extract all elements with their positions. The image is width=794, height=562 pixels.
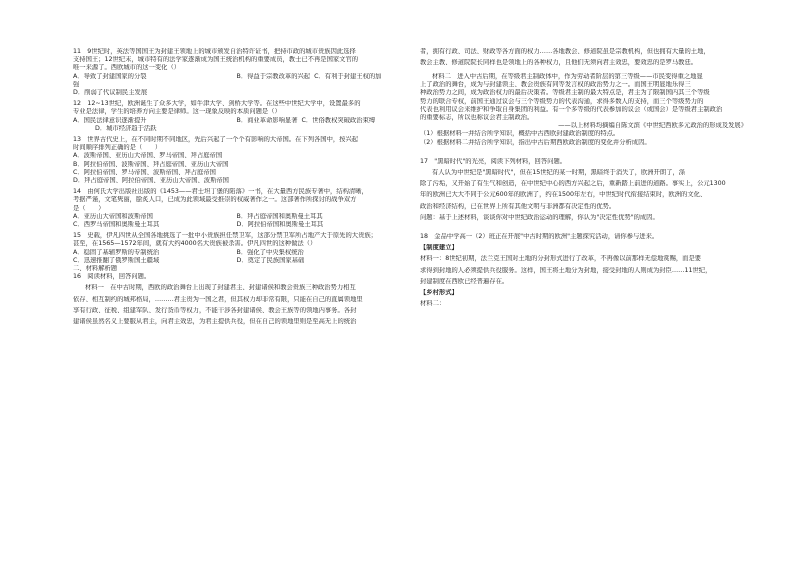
q12-stem: 专业是法律，学生的培养方向主要是律师。这一现象反映的本质问题是（） <box>73 108 281 116</box>
q16-stem: 16 阅读材料，回答问题。 <box>73 273 151 281</box>
q16-material-2: 材料二 进入中古后期，在等级君主制政体中，作为劳动者阶层的第三等级——市民变得重之地显 <box>432 72 703 80</box>
q16-material-1-cont: 教会主教、修道院院长同样也是领地上的各种权力，且他们无须向君主效忠，要效忠的是罗马教廷。 <box>420 59 698 67</box>
q16-material-2: 上了政治的舞台，成为与封建领主、教会贵族有同等发言权的政治势力之一。而国王明显地乐得三 <box>420 81 691 89</box>
q17-material: 年的欧洲已大大不同于公元600年的欧洲了，约在1500年左右，中世纪时代衔接结束时，欧洲的文化、 <box>420 191 707 199</box>
q16-material-2: 代表也利用议会来维护和争取自身集团的利益。有一个多等级的代表参加的议会（或国会）是等级君主制政治 <box>420 105 723 113</box>
q16-material-2: 的重要标志，所以也称议会君主制政治。 <box>420 113 534 121</box>
q14-option-d: D．阿拉伯帝国和奥斯曼土耳其 <box>236 221 324 229</box>
q17-question: 问题：基于上述材料，谈谈你对中世纪政治运动的理解，你认为"决定性优势"的成因。 <box>420 213 659 221</box>
q13-option-c: C．阿拉伯帝国、罗马帝国、波斯帝国、拜占庭帝国 <box>73 168 216 176</box>
q15-option-b: B．强化了中央集权统治 <box>236 248 304 256</box>
q11-option-bc <box>237 73 401 81</box>
q13-stem: 时间顺序排列正确的是（ ） <box>73 144 162 152</box>
q18-material-2: 材料二： <box>420 300 446 308</box>
q11-option-a: A．导致了封建国家的分裂 <box>73 72 147 80</box>
q18-material-1: 求得到封地的人必须提供兵役服务。这样，国王将土地分为封地，接受封地的人则成为封臣……11世纪， <box>420 266 712 274</box>
q12-option-a: A．国民法律意识逐渐提升 <box>73 116 147 124</box>
q15-stem: 15 史载，伊凡四世从全国各地挑选了一批中小贵族担任禁卫军，这部分禁卫军所占地产大于原先的大贵族； <box>73 232 377 240</box>
section-heading: 二、材料解析题 <box>73 265 118 273</box>
q15-option-d: D．奠定了民族国家基础 <box>236 256 305 264</box>
q11-stem: 支持国王；12世纪末，城市特有的法学家逐渐成为国王统治机构的重要成员，教士已不再是国家文官的 <box>73 56 359 64</box>
q12-option-d: D．城市经济趋于活跃 <box>95 124 157 132</box>
q16-material-1: 依存、相互制约的城邦格局，………君主贵为一国之君，但其权力却非常有限，只能在自己的直属领地里 <box>73 295 363 303</box>
q18-material-1: 材料一：8世纪初期，法兰克王国对土地的分封形式进行了改革，不再像以前那样无偿地赏赐，而是要 <box>420 255 702 263</box>
q13-option-b: B．阿拉伯帝国、波斯帝国、拜占庭帝国、亚历山大帝国 <box>73 160 229 168</box>
q18-heading: 【制度建立】 <box>420 244 458 252</box>
q14-stem: 14 由何氏大学出版社出版的《1453——君士坦丁堡的陷落》一书，在大量西方民族专著中，结构清晰， <box>73 188 368 196</box>
q16-material-2: 势力的联合专权，前国王通过议会与三个等级势力的代表沟通，求得多数人的支持，而三个等级势力的 <box>420 97 704 105</box>
q14-option-a: A．亚历山大帝国和波斯帝国 <box>73 212 153 220</box>
q16-material-1: 材料一 在中古时期，西欧的政治舞台上出现了封建君主、封建诸侯和教会贵族三种政治势力相互 <box>85 284 356 292</box>
q17-material: 有人认为中世纪是"黑暗时代"，但在15世纪的某一时期，黑暗终于消失了，欧洲开朗了，涤 <box>432 168 686 176</box>
q13-option-a: A．波斯帝国、亚历山大帝国、罗马帝国、拜占庭帝国 <box>73 152 223 160</box>
right-column <box>420 48 747 308</box>
q14-stem: 是（ ） <box>73 204 105 212</box>
left-column <box>73 48 400 326</box>
q18-material-1: 封建制度在西欧已经普遍存在。 <box>420 277 509 285</box>
q16-material-2: 种政治势力之间，成为政治权力的最后决策者。等级君主制的最大特点是，君主为了限制国内其三个等级 <box>420 89 710 97</box>
q14-option-c: C．西罗马帝国和奥斯曼土耳其 <box>73 221 160 229</box>
q18-stem: 18 金品中学高一（2）班正在开展"中古时期的欧洲"主题探究活动，请你参与进来。 <box>420 232 659 240</box>
q15-stem: 甚至，在1565—1572年间，就有大约4000名大贵族被杀害。伊凡四世的这种做法（） <box>73 240 317 248</box>
q16-subquestion-1: （1）根据材料一并结合所学知识，概括中古西欧封建政治制度的特点。 <box>420 130 620 138</box>
q16-source: ——以上材料均摘编自陈文滨《中世纪西欧多元政治的形成及发展》 <box>558 122 747 130</box>
q11-stem: 11 9世纪时，英法等国国王为封建王领地上的城市颁发自治特许证书，把持市政的城市贵族因此选择 <box>73 48 356 55</box>
q12-stem: 12 12~13世纪，欧洲诞生了众多大学，如牛津大学、剑桥大学等。在这些中世纪大学中，设置最多的 <box>73 100 361 108</box>
q12-option-bc <box>237 117 401 125</box>
q16-subquestion-2: （2）根据材料二并结合所学知识，指出中古后期西欧政治制度的变化并分析成因。 <box>420 138 651 146</box>
q16-material-1: 享有行政、征税、组建军队、发行货币等权力，不能干涉各封建诸侯、教会王族等的领地内事务。各封 <box>73 306 357 314</box>
q11-option-b: B．得益于宗教改革的兴起 <box>236 72 311 80</box>
q17-stem: 17 "黑暗时代"的光亮，阅读下列材料，回答问题。 <box>420 157 567 165</box>
q13-stem: 13 世界古代史上，在不同时期不同地区，先后兴起了一个个有影响的大帝国。在下列各国中，按兴起 <box>73 136 359 144</box>
q17-material: 除了污垢，又开始了有生气和创造，在中世纪中心的西方兴起之后，重新踏上前进的道路。事实上，公元1300 <box>420 180 726 188</box>
q16-material-1: 建诸侯虽然名义上要服从君主，向君主效忠，为君主提供兵役，但在自己的领地里则是至高无上的统治 <box>73 318 357 326</box>
q17-material: 政治和经济结构，已在世界上所有其他文明与非洲都有决定性的优势。 <box>420 202 616 210</box>
q18-heading: 【乡村形式】 <box>420 288 458 296</box>
q12-option-b: B．商业革命影响显著 <box>236 116 298 124</box>
q13-option-d: D．拜占庭帝国、阿拉伯帝国、亚历山大帝国、波斯帝国 <box>73 177 229 185</box>
q11-stem: 强 <box>73 80 80 88</box>
q15-option-a: A．稳固了基辅罗斯的专制统治 <box>73 248 160 256</box>
q11-option-d: D．削弱了代议制民主发展 <box>73 89 148 97</box>
q16-material-1-cont: 者，拥有行政、司法、财政等各方面的权力……各地教会、修道院虽是宗教机构，但也拥有大量的土地， <box>420 48 710 55</box>
q12-option-c: C．世俗教权突破政治束缚 <box>301 116 376 124</box>
q14-stem: 考据严谨，文笔隽丽，脍炙人口，已成为此领域最受推崇的权威著作之一。这部著作所探讨的战争双方 <box>73 196 357 204</box>
q11-stem: 唯一来源了。西欧城市的这一变化（） <box>73 64 181 72</box>
q14-option-b: B．拜占庭帝国和奥斯曼土耳其 <box>236 212 323 220</box>
q15-option-c: C．迅速推翻了俄罗斯国土疆域 <box>73 256 160 264</box>
q11-option-c: C．有利于封建王权的加 <box>314 72 382 80</box>
